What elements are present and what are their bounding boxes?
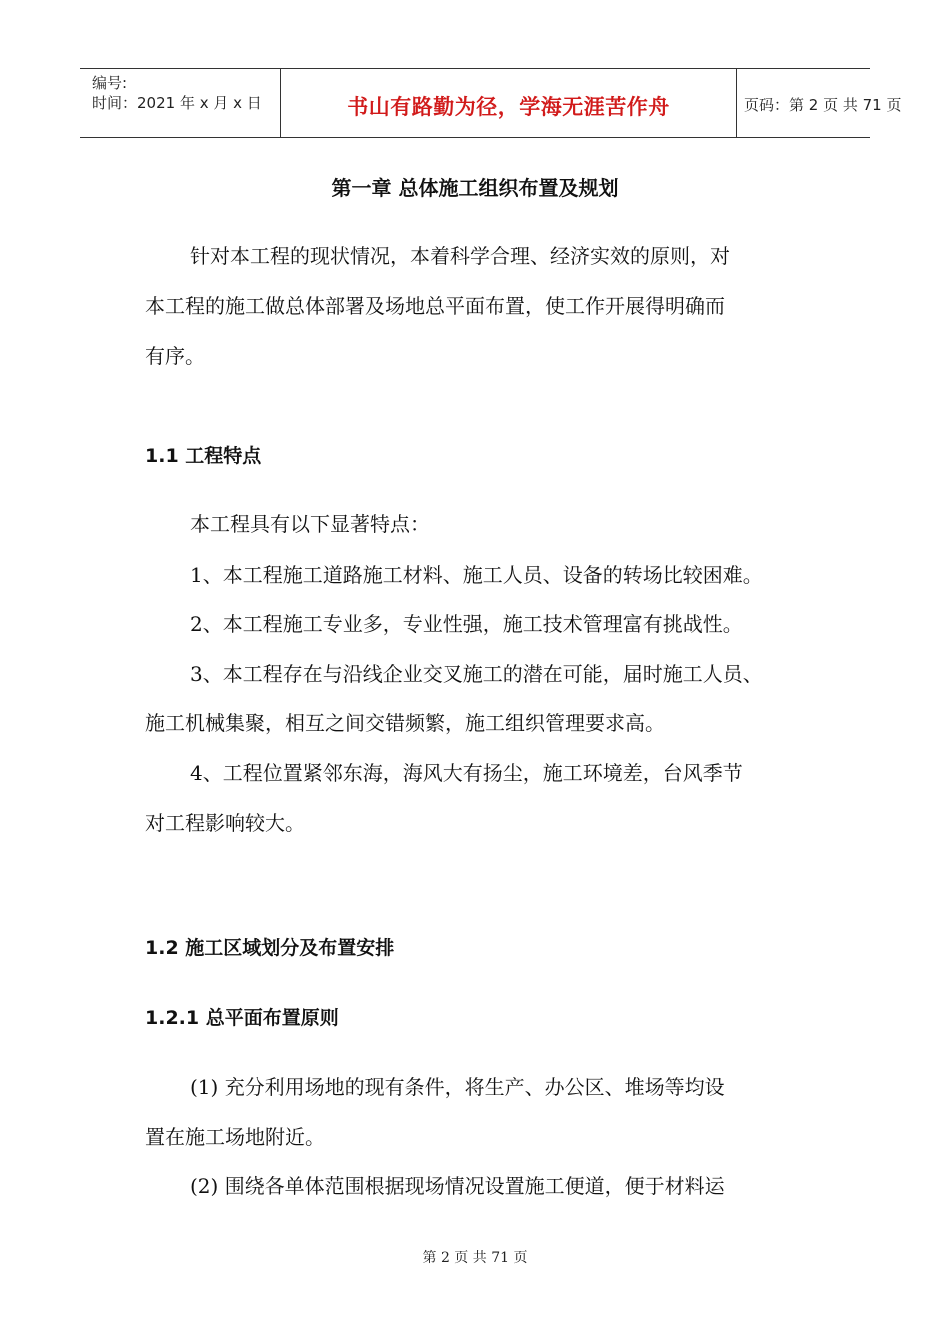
principle-1-line-1: (1) 充分利用场地的现有条件，将生产、办公区、堆场等均设 (190, 1075, 725, 1099)
feature-item-4-line-1: 4、工程位置紧邻东海，海风大有扬尘，施工环境差，台风季节 (190, 761, 743, 785)
section-1-2-1-heading: 1.2.1 总平面布置原则 (145, 1007, 339, 1029)
header-page-cell (736, 69, 902, 137)
page-footer: 第 2 页 共 71 页 (422, 1250, 528, 1266)
motto: 书山有路勤为径，学海无涯苦作舟 (347, 95, 670, 119)
page-header (80, 68, 902, 138)
feature-item-2: 2、本工程施工专业多，专业性强，施工技术管理富有挑战性。 (190, 612, 743, 636)
feature-item-1: 1、本工程施工道路施工材料、施工人员、设备的转场比较困难。 (190, 563, 763, 587)
header-meta-cell (80, 69, 280, 137)
principle-2-line-1: (2) 围绕各单体范围根据现场情况设置施工便道，便于材料运 (190, 1174, 725, 1198)
feature-item-3-line-2: 施工机械集聚，相互之间交错频繁，施工组织管理要求高。 (145, 711, 665, 735)
header-motto-cell (280, 69, 737, 137)
section-1-1-heading: 1.1 工程特点 (145, 445, 262, 467)
feature-item-3-line-1: 3、本工程存在与沿线企业交叉施工的潜在可能，届时施工人员、 (190, 662, 763, 686)
chapter-title: 第一章 总体施工组织布置及规划 (331, 176, 619, 200)
doc-number-label: 编号: (92, 74, 128, 92)
page-info: 页码：第 2 页 共 71 页 (744, 96, 902, 114)
section-1-1-lead: 本工程具有以下显著特点： (190, 512, 430, 536)
feature-item-4-line-2: 对工程影响较大。 (145, 811, 305, 835)
intro-line-2: 本工程的施工做总体部署及场地总平面布置，使工作开展得明确而 (145, 294, 725, 318)
intro-line-1: 针对本工程的现状情况，本着科学合理、经济实效的原则，对 (190, 244, 730, 268)
date-line: 时间：2021 年 x 月 x 日 (92, 94, 262, 112)
principle-1-line-2: 置在施工场地附近。 (145, 1125, 325, 1149)
intro-line-3: 有序。 (145, 344, 205, 368)
section-1-2-heading: 1.2 施工区域划分及布置安排 (145, 937, 395, 959)
